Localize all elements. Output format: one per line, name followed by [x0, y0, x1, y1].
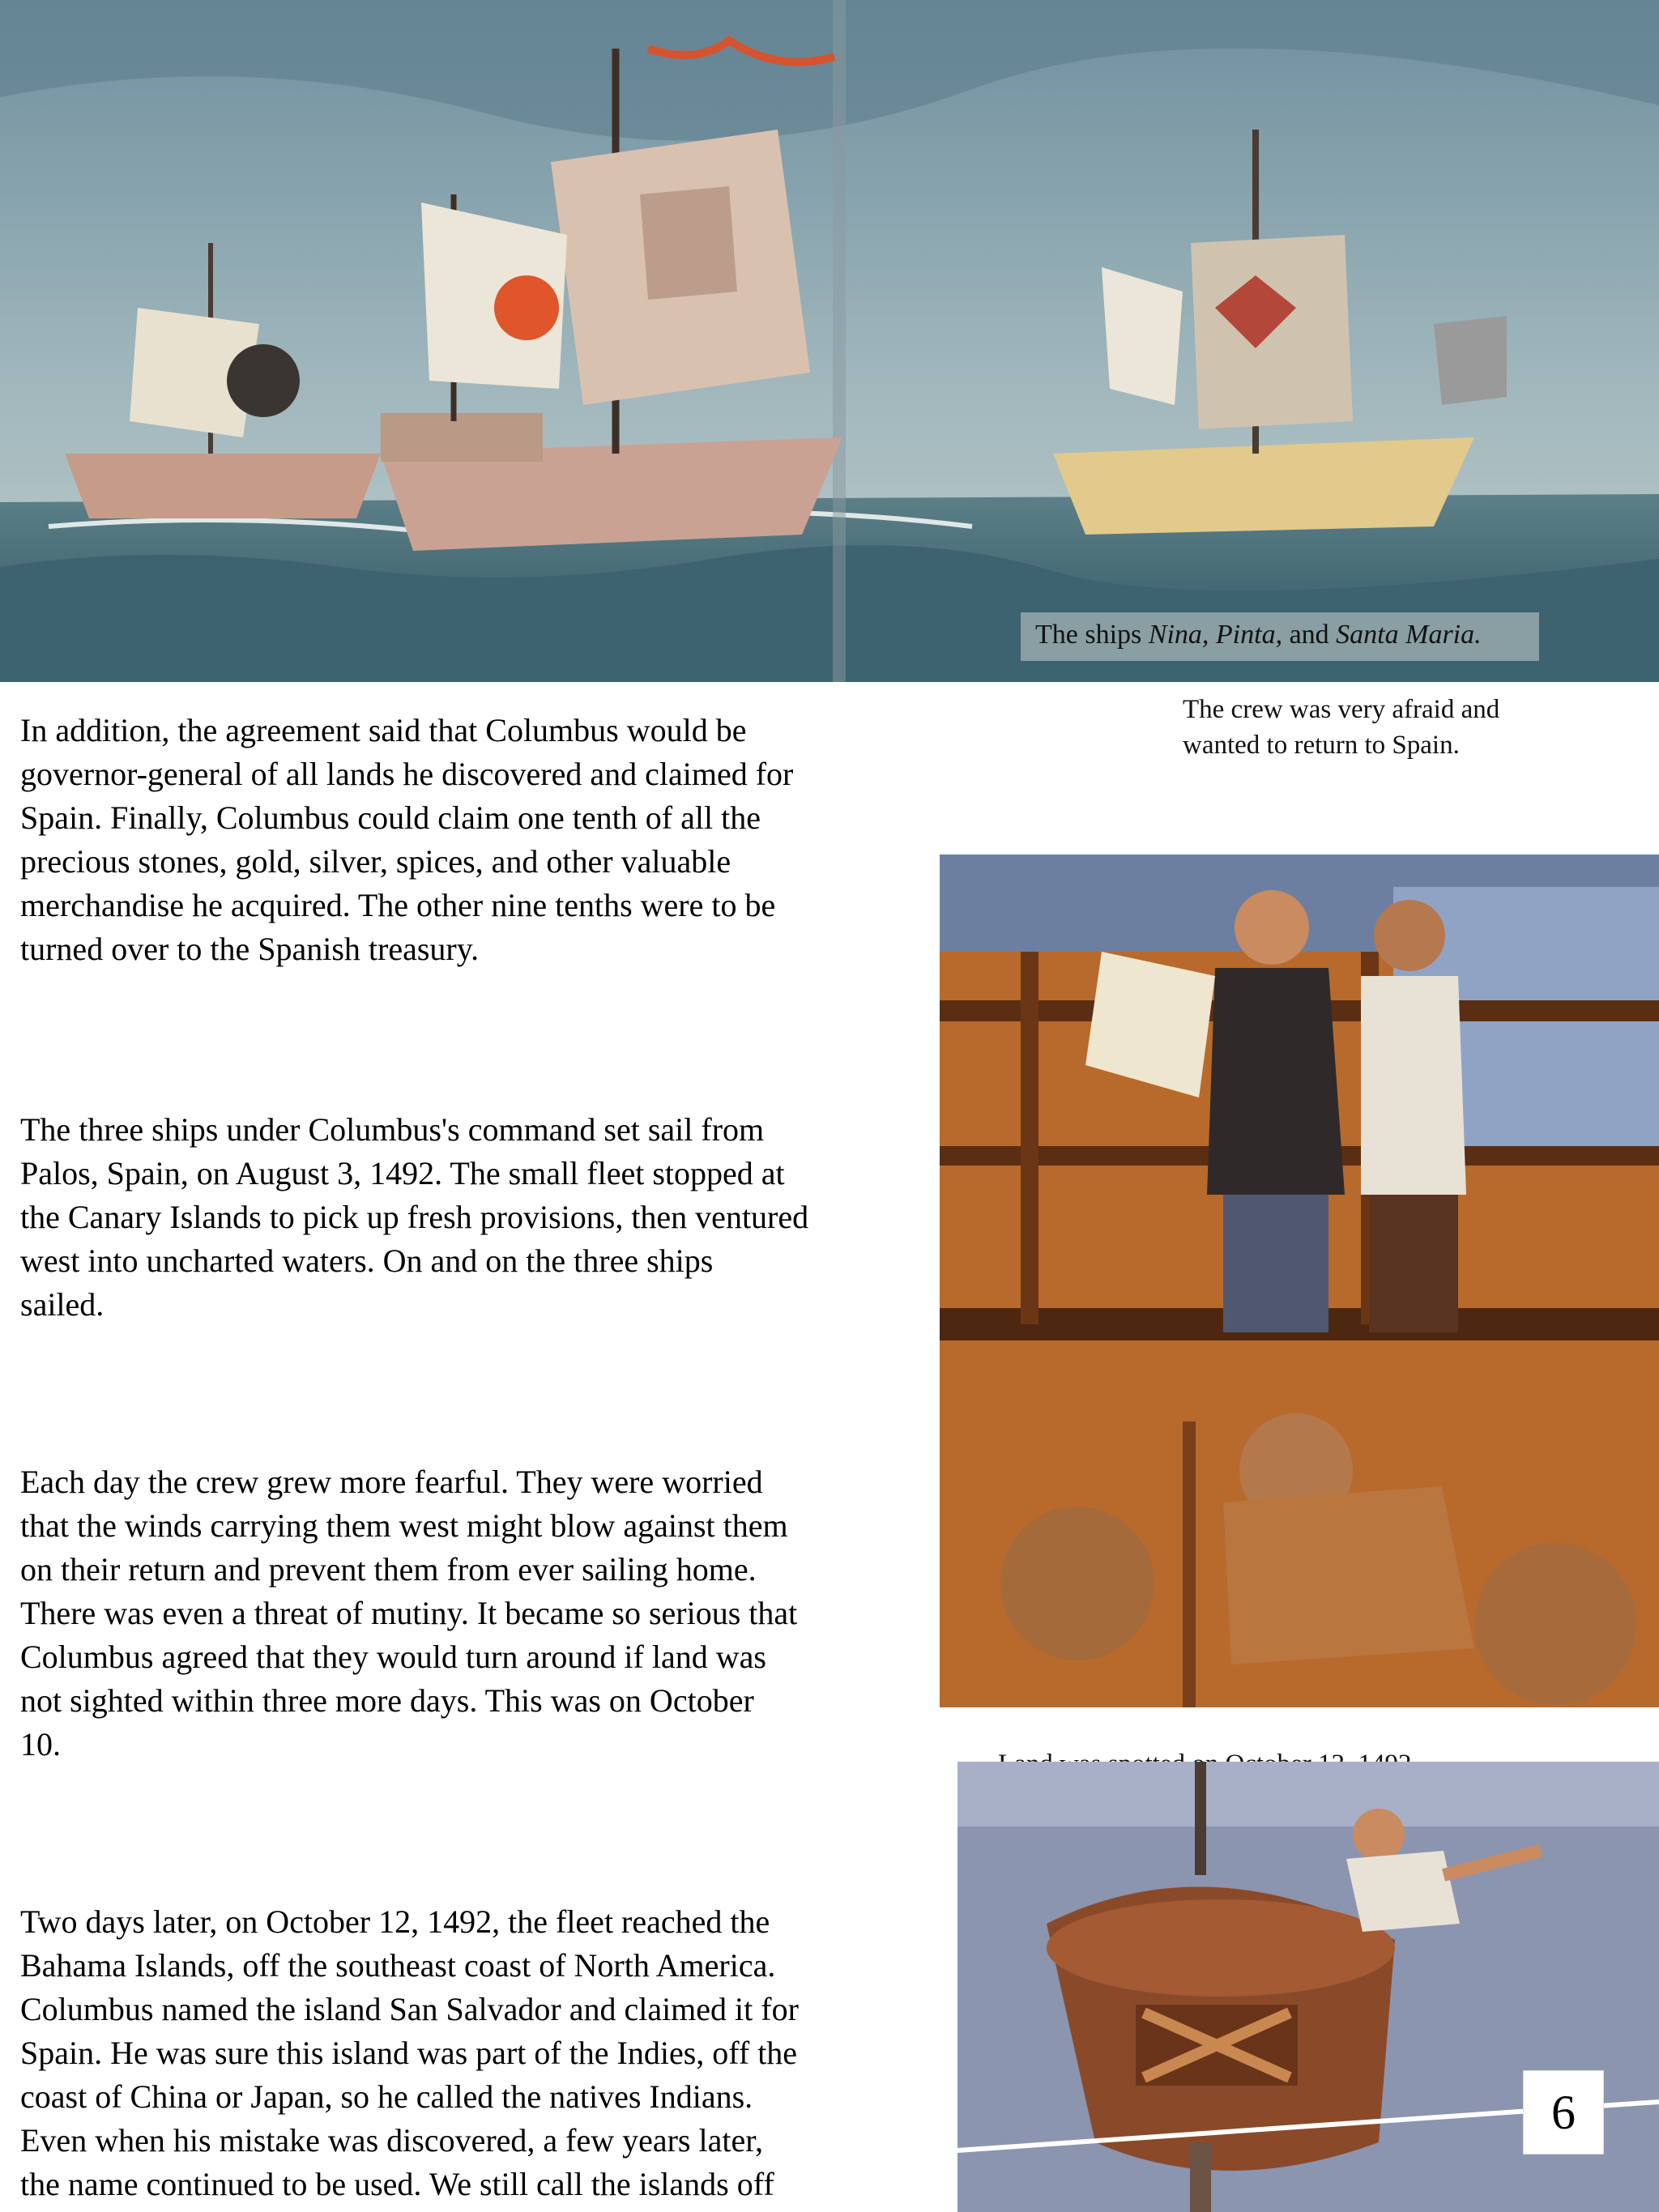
paragraph-landfall: Two days later, on October 12, 1492, the fleet reached the Bahama Islands, off the southeast coast of North America. Columbus named the island San Salvador and claimed it for Spain. He was sure this island was part of the Indies, off the coast of China or Japan, so he called the natives Indians. Even when his mistake was discovered, a few years later, the name continued to be used. We still call the islands off [20, 1903, 799, 2202]
paragraph-voyage: The three ships under Columbus's command set sail from Palos, Spain, on August 3, 1492. The small fleet stopped at the Canary Islands to pick up fresh provisions, then ventured west into uncharted waters. On and on the three ships sailed. [20, 1111, 809, 1323]
ships-illustration [0, 0, 1659, 682]
paragraph-crew-fear: Each day the crew grew more fearful. They were worried that the winds carrying them west might blow against them on their return and prevent them from ever sailing home. There was even a threat of mutiny. It became so serious that Columbus agreed that they would turn around if land was not sighted within three more days. This was on October 10. [20, 1464, 798, 1762]
crew-caption: The crew was very afraid and wanted to return to Spain. [1183, 695, 1500, 760]
paragraph-agreement: In addition, the agreement said that Columbus would be governor-general of all lands he discovered and claimed for Spain. Finally, Columbus could claim one tenth of all the precious stones, gold, silver, spices, and other valuable merchandise he acquired. The other nine tenths were to be turned over to the Spanish treasury. [20, 712, 794, 967]
crew-illustration [940, 855, 1659, 1707]
page-number: 6 [1523, 2070, 1604, 2154]
ships-caption: The ships Nina, Pinta, and Santa Maria. [1035, 620, 1482, 650]
